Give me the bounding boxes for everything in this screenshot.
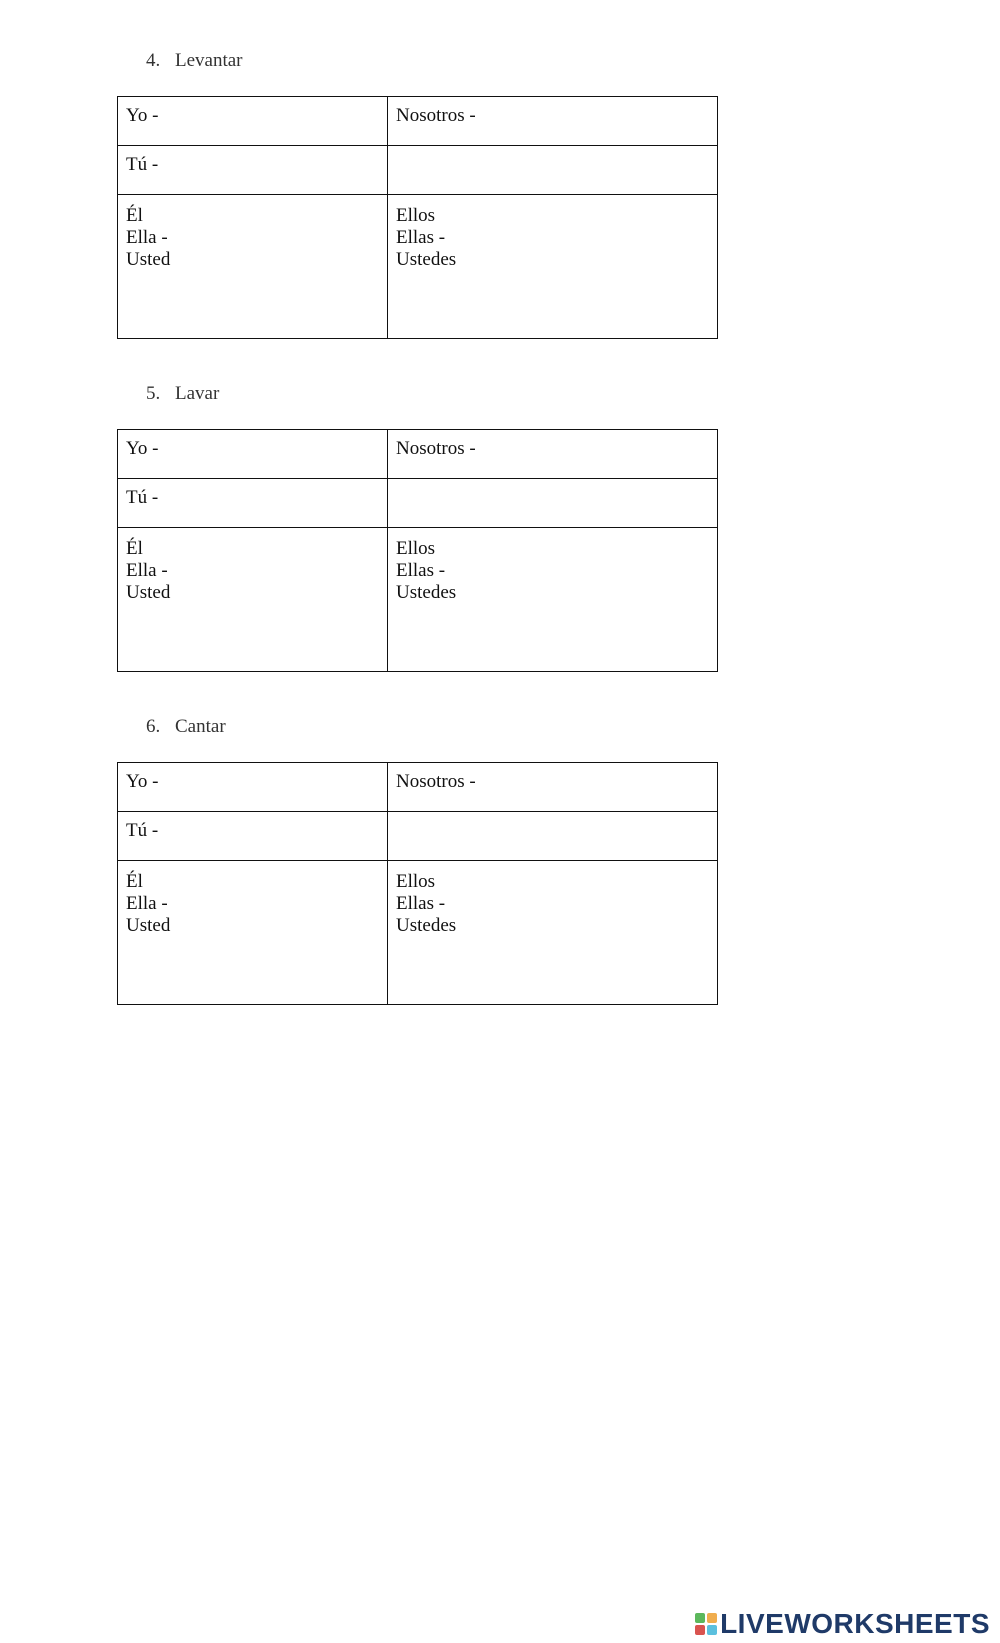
liveworksheets-logo[interactable] [695, 1609, 990, 1639]
exercise-heading [146, 50, 243, 72]
label-usted: Usted [126, 582, 171, 603]
exercise-verb: Cantar [175, 716, 226, 737]
logo-text: LIVEWORKSHEETS [720, 1608, 990, 1639]
cell-empty[interactable] [388, 146, 718, 195]
label-ella: Ella - [126, 227, 168, 248]
exercise-heading [146, 383, 219, 405]
label-ellas: Ellas - [396, 227, 446, 248]
logo-square-icon [707, 1625, 717, 1635]
label-yo: Yo - [126, 438, 159, 459]
exercise-verb: Lavar [175, 383, 220, 404]
label-ella: Ella - [126, 893, 168, 914]
cell-nosotros[interactable] [388, 763, 718, 812]
conjugation-table [117, 429, 718, 672]
cell-el-ella-usted[interactable] [118, 861, 388, 1005]
exercise-verb: Levantar [175, 50, 243, 71]
label-tu: Tú - [126, 487, 159, 508]
exercise-number: 5. [146, 383, 161, 404]
cell-empty[interactable] [388, 479, 718, 528]
label-nosotros: Nosotros - [396, 771, 476, 792]
label-tu: Tú - [126, 820, 159, 841]
logo-square-icon [695, 1613, 705, 1623]
conjugation-table [117, 762, 718, 1005]
label-nosotros: Nosotros - [396, 105, 476, 126]
exercise-number: 4. [146, 50, 161, 71]
cell-ellos-ellas-ustedes[interactable] [388, 195, 718, 339]
label-ustedes: Ustedes [396, 582, 457, 603]
cell-tu[interactable] [118, 479, 388, 528]
label-ellas: Ellas - [396, 893, 446, 914]
exercise-heading [146, 716, 226, 738]
label-ustedes: Ustedes [396, 915, 457, 936]
liveworksheets-logo-icon [695, 1613, 717, 1635]
label-usted: Usted [126, 915, 171, 936]
label-el: Él [126, 538, 143, 559]
cell-yo[interactable] [118, 97, 388, 146]
label-el: Él [126, 205, 143, 226]
label-tu: Tú - [126, 154, 159, 175]
cell-el-ella-usted[interactable] [118, 528, 388, 672]
cell-el-ella-usted[interactable] [118, 195, 388, 339]
cell-nosotros[interactable] [388, 97, 718, 146]
cell-ellos-ellas-ustedes[interactable] [388, 528, 718, 672]
label-ellos: Ellos [396, 538, 436, 559]
label-nosotros: Nosotros - [396, 438, 476, 459]
cell-empty[interactable] [388, 812, 718, 861]
logo-square-icon [707, 1613, 717, 1623]
label-ellos: Ellos [396, 871, 436, 892]
cell-yo[interactable] [118, 430, 388, 479]
label-yo: Yo - [126, 105, 159, 126]
exercise-number: 6. [146, 716, 161, 737]
cell-tu[interactable] [118, 146, 388, 195]
logo-square-icon [695, 1625, 705, 1635]
label-ellos: Ellos [396, 205, 436, 226]
cell-yo[interactable] [118, 763, 388, 812]
label-usted: Usted [126, 249, 171, 270]
label-yo: Yo - [126, 771, 159, 792]
cell-nosotros[interactable] [388, 430, 718, 479]
label-ustedes: Ustedes [396, 249, 457, 270]
label-el: Él [126, 871, 143, 892]
cell-tu[interactable] [118, 812, 388, 861]
cell-ellos-ellas-ustedes[interactable] [388, 861, 718, 1005]
conjugation-table [117, 96, 718, 339]
label-ellas: Ellas - [396, 560, 446, 581]
label-ella: Ella - [126, 560, 168, 581]
